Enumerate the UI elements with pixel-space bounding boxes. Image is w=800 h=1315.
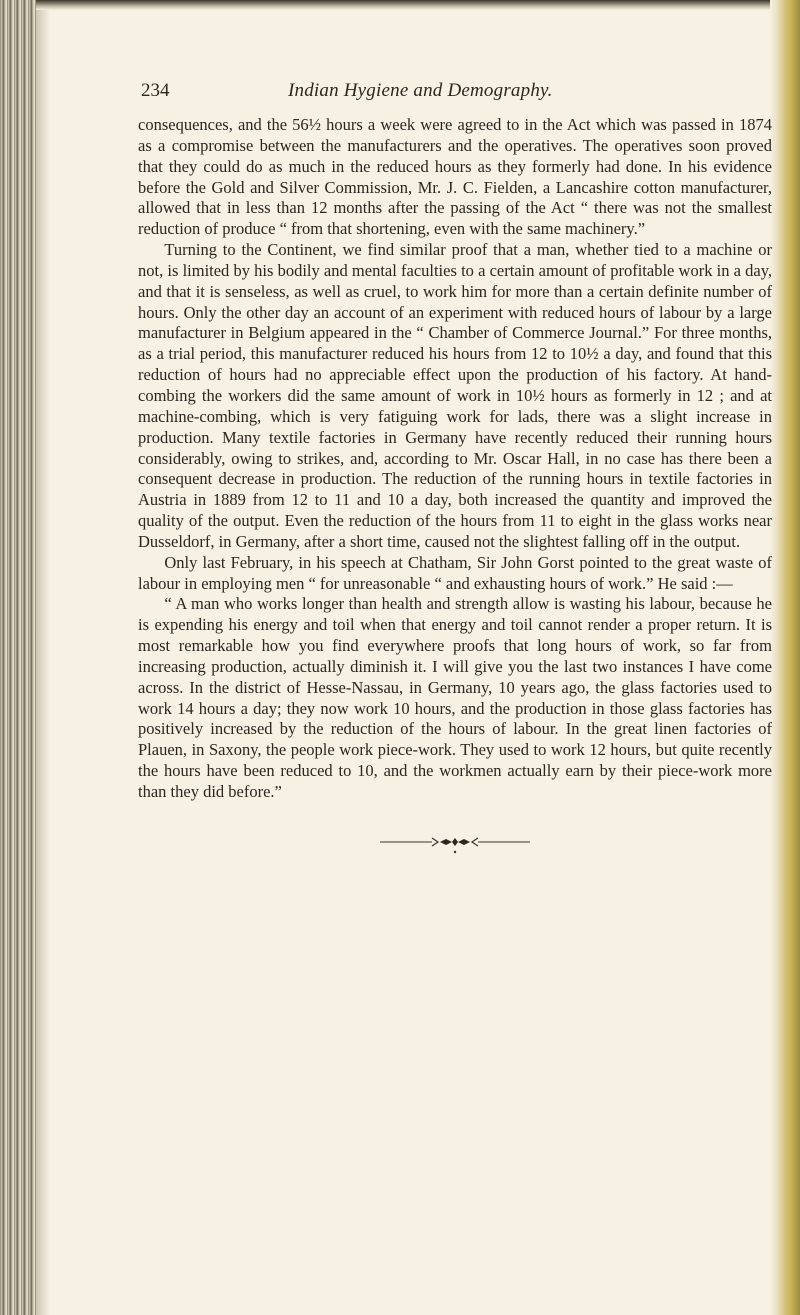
paragraph-continent: Turning to the Continent, we find similar proof that a man, whether tied to a machine or not, is limited by his bodily and mental faculties to a certain amount of profitable work in a day, and that it is senseless, as well as cruel, to work him for more than a certain definite number of hours. Only the other day an account of an experiment with reduced hours of labour by a large manufacturer in Belgium appeared in the “ Chamber of Commerce Journal.” For three months, as a trial period, this manufacturer reduced his hours from 12 to 10½ a day, and found that this reduction of hours had no appreciable effect upon the production of his factory. At hand-combing the workers did the same amount of work in 10½ hours as formerly in 12 ; and at machine-combing, which is very fatiguing work for lads, there was a slight increase in production. Many textile factories in Germany have recently reduced their running hours considerably, owing to strikes, and, according to Mr. Oscar Hall, in no case has there been a consequent decrease in production. The reduction of the running hours in textile factories in Austria in 1889 from 12 to 11 and 10 a day, both increased the quantity and improved the quality of the output. Even the reduction of the hours from 11 to eight in the glass works near Dusseldorf, in Germany, after a short time, caused not the slightest falling off in the output. [138,240,772,551]
body-text [138,115,772,803]
book-page [138,80,772,854]
page-top-shadow [36,0,800,10]
page-gutter [36,0,50,1315]
paragraph-gorst-quote: “ A man who works longer than health and strength allow is wasting his labour, because he is expending his energy and toil when that energy and toil cannot render a proper return. It is most remarkable how you find everywhere proofs that long hours of work, so far from increasing production, actually diminish it. I will give you the last two instances I have come across. In the district of Hesse-Nassau, in Germany, 10 years ago, the glass factories used to work 14 hours a day; they now work 10 hours, and the production in those glass factories has positively increased by the reduction of the hours of labour. In the great linen factories of Plauen, in Saxony, the people work piece-work. They used to work 12 hours, but quite recently the hours have been reduced to 10, and the workmen actually earn by their piece-work more than they did before.” [138,594,772,801]
paragraph-fielden-evidence: consequences, and the 56½ hours a week were agreed to in the Act which was passed in 1874 as a compromise between the manufacturers and the operatives. The operatives soon proved that they could do as much in the reduced hours as they formerly had done. In his evidence before the Gold and Silver Commission, Mr. J. C. Fielden, a Lancashire cotton manufacturer, allowed that in less than 12 months after the passing of the Act “ there was not the smallest reduction of produce “ from that shortening, even with the same machinery.” [138,115,772,239]
running-title: Indian Hygiene and Demography. [288,80,553,101]
section-end-ornament-icon [380,834,530,854]
book-binding-left [0,0,36,1315]
page-number: 234 [141,80,170,101]
paragraph-gorst-speech: Only last February, in his speech at Chatham, Sir John Gorst pointed to the great waste of labour in employing men “ for unreasonable “ and exhausting hours of work.” He said :— [138,552,772,593]
running-header [138,80,772,114]
page-edge-right [770,0,800,1315]
